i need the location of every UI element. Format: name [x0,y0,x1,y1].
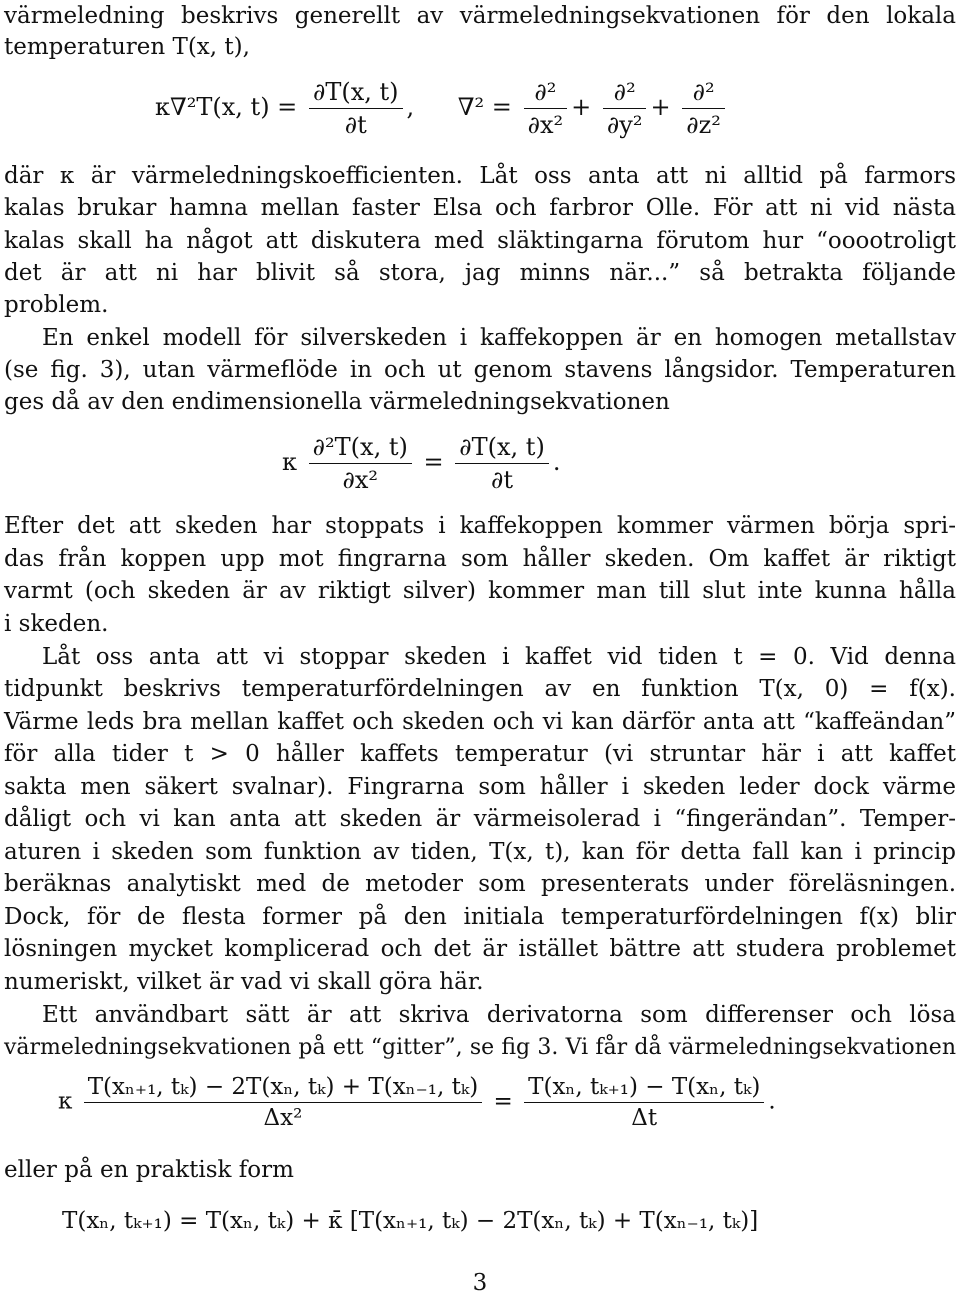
fraction-numerator: ∂T(x, t) [459,433,545,461]
fraction-numerator: T(xₙ₊₁, tₖ) − 2T(xₙ, tₖ) + T(xₙ₋₁, tₖ) [87,1074,479,1100]
fraction-numerator: ∂² [613,78,636,106]
text-line: aturen i skeden som funktion av tiden, T(x, t), kan för detta fall kan i princip [4,839,956,865]
eq-fraction [455,433,549,494]
text-line: för alla tider t > 0 håller kaffets temperatur (vi struntar här i att kaffet [4,741,956,767]
fraction-denominator: ∂t [455,463,549,494]
eq-fraction [524,1074,764,1131]
text-line: värmeledningsekvationen på ett “gitter”, se fig 3. Vi får då värmeledningsekvationen [4,1035,956,1060]
text-line: dåligt och vi kan anta att skeden är värmeisolerad i “fingerändan”. Temper- [4,806,956,832]
heat-equation-3d: κ∇²T(x, t) = $\frac{\partial T(x, t)}{\partial t}$ , ∇² = $\frac{\text{∂²}}{\text{∂x²}}$ + $\frac{\text{∂²}}{\text{∂y²}}$ + $\frac{\text{∂²}}{\text{∂z²}}$ [155,78,729,139]
text-line: sakta men säkert svalnar). Fingrarna som håller i skeden leder dock värme [4,774,956,800]
heat-equation-1d: κ $\frac{\text{∂²T(x, t)}}{\text{∂x²}}$ = $\frac{\partial T(x, t)}{\partial t}$ . [282,433,561,494]
fraction-denominator: ∂x² [524,108,568,139]
text-line: varmt (och skeden är av riktigt silver) kommer man till slut inte kunna hålla [4,578,956,604]
text-line: Efter det att skeden har stoppats i kaffekoppen kommer värmen börja spri- [4,513,956,539]
text-line: Värme leds bra mellan kaffet och skeden och vi kan därför anta att “kaffeändan” [4,709,956,735]
text-line: En enkel modell för silverskeden i kaffekoppen är en homogen metallstav [42,325,956,351]
text-line: värmeledning beskrivs generellt av värmeledningsekvationen för den lokala [4,3,956,29]
text-line: Dock, för de flesta former på den initiala temperaturfördelningen f(x) blir [4,904,956,930]
fraction-denominator: ∂y² [603,108,647,139]
fraction-numerator: ∂² [692,78,715,106]
discretized-heat-equation: κ $\frac{\text{T(xₙ₊₁, tₖ) − 2T(xₙ, tₖ) + T(xₙ₋₁, tₖ)}}{\text{Δx²}}$ = $\frac{\text{T(xₙ, tₖ₊₁) − T(xₙ, tₖ)}}{\Delta t}$ . [58,1074,776,1131]
eq-fraction [84,1074,483,1131]
fraction-denominator: Δt [524,1102,764,1131]
eq-fraction [309,433,412,494]
text-line: kalas brukar hamna mellan faster Elsa och farbror Olle. För att ni vid nästa [4,195,956,221]
fraction-denominator: ∂t [309,108,403,139]
fraction-numerator: T(xₙ, tₖ₊₁) − T(xₙ, tₖ) [528,1074,761,1100]
fraction-denominator: ∂x² [309,463,412,494]
eq-fraction [309,78,403,139]
eq-fraction [682,78,725,139]
fraction-numerator: ∂²T(x, t) [312,433,408,461]
laplacian-def: ∇² = [457,93,512,121]
text-line: det är att ni har blivit så stora, jag minns när...” så betrakta följande [4,260,956,286]
text-line: eller på en praktisk form [4,1157,294,1183]
text-line: ges då av den endimensionella värmeledningsekvationen [4,389,670,415]
fraction-numerator: ∂² [534,78,557,106]
text-line: där κ är värmeledningskoefficienten. Låt oss anta att ni alltid på farmors [4,163,956,189]
eq-lhs: κ∇²T(x, t) = [155,93,298,121]
text-line: i skeden. [4,611,109,637]
eq-fraction [603,78,647,139]
text-line: Ett användbart sätt är att skriva derivatorna som differenser och lösa [42,1002,956,1028]
text-line: lösningen mycket komplicerad och det är istället bättre att studera problemet [4,936,956,962]
text-line: temperaturen T(x, t), [4,34,250,60]
text-line: beräknas analytiskt med de metoder som presenterats under föreläsningen. [4,871,956,897]
text-line: Låt oss anta att vi stoppar skeden i kaffet vid tiden t = 0. Vid denna [42,644,956,670]
text-line: das från koppen upp mot fingrarna som håller skeden. Om kaffet är riktigt [4,546,956,572]
page-number: 3 [472,1270,488,1296]
text-line: problem. [4,292,109,318]
text-line: numeriskt, vilket är vad vi skall göra här. [4,969,484,995]
text-line: kalas skall ha något att diskutera med släktingarna förutom hur “ooootroligt [4,228,956,254]
text-line: tidpunkt beskrivs temperaturfördelningen av en funktion T(x, 0) = f(x). [4,676,956,702]
kappa: κ [282,448,297,476]
kappa: κ [58,1088,73,1115]
fraction-denominator: Δx² [84,1102,483,1131]
update-formula: T(xₙ, tₖ₊₁) = T(xₙ, tₖ) + κ̄ [T(xₙ₊₁, tₖ) − 2T(xₙ, tₖ) + T(xₙ₋₁, tₖ)] [62,1208,759,1234]
fraction-numerator: ∂T(x, t) [312,78,399,106]
eq-fraction [524,78,568,139]
fraction-denominator: ∂z² [682,108,725,139]
text-line: (se fig. 3), utan värmeflöde in och ut genom stavens långsidor. Temperaturen [4,357,956,383]
